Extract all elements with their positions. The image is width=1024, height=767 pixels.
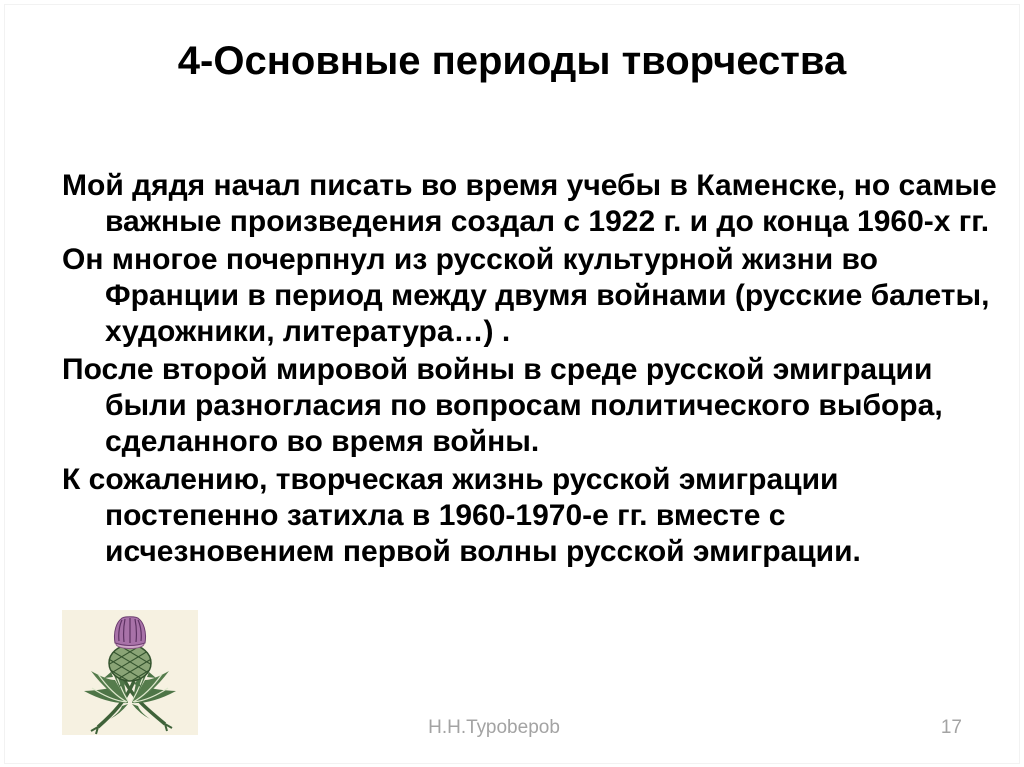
paragraph [62, 352, 997, 460]
body-line: были разногласия по вопросам политического выбора, [105, 389, 943, 422]
slide-body [62, 168, 997, 572]
paragraph [62, 168, 997, 240]
slide-title: 4-Основные периоды творчества [177, 39, 847, 83]
body-line: художники, литература…) . [105, 315, 511, 348]
body-line: важные произведения создал с 1922 г. и до конца 1960-х гг. [105, 205, 990, 238]
body-line: сделанного во время войны. [105, 425, 540, 458]
body-line: К сожалению, творческая жизнь русской эмиграции [62, 463, 839, 496]
body-line: постепенно затихла в 1960-1970-е гг. вместе с [105, 499, 786, 532]
paragraph [62, 462, 997, 570]
paragraph [62, 242, 997, 350]
page-number: 17 [940, 717, 962, 738]
body-line: Он многое почерпнул из русской культурной жизни во [62, 243, 878, 276]
body-line: исчезновением первой волны русской эмиграции. [105, 535, 861, 568]
thistle-image [62, 610, 198, 735]
body-line: После второй мировой войны в среде русской эмиграции [62, 353, 933, 386]
body-line: Франции в период между двумя войнами (русские балеты, [105, 279, 990, 312]
body-line: Мой дядя начал писать во время учебы в Каменске, но самые [62, 169, 997, 202]
footer-author: Н.Н.Туроbероb [428, 717, 560, 738]
